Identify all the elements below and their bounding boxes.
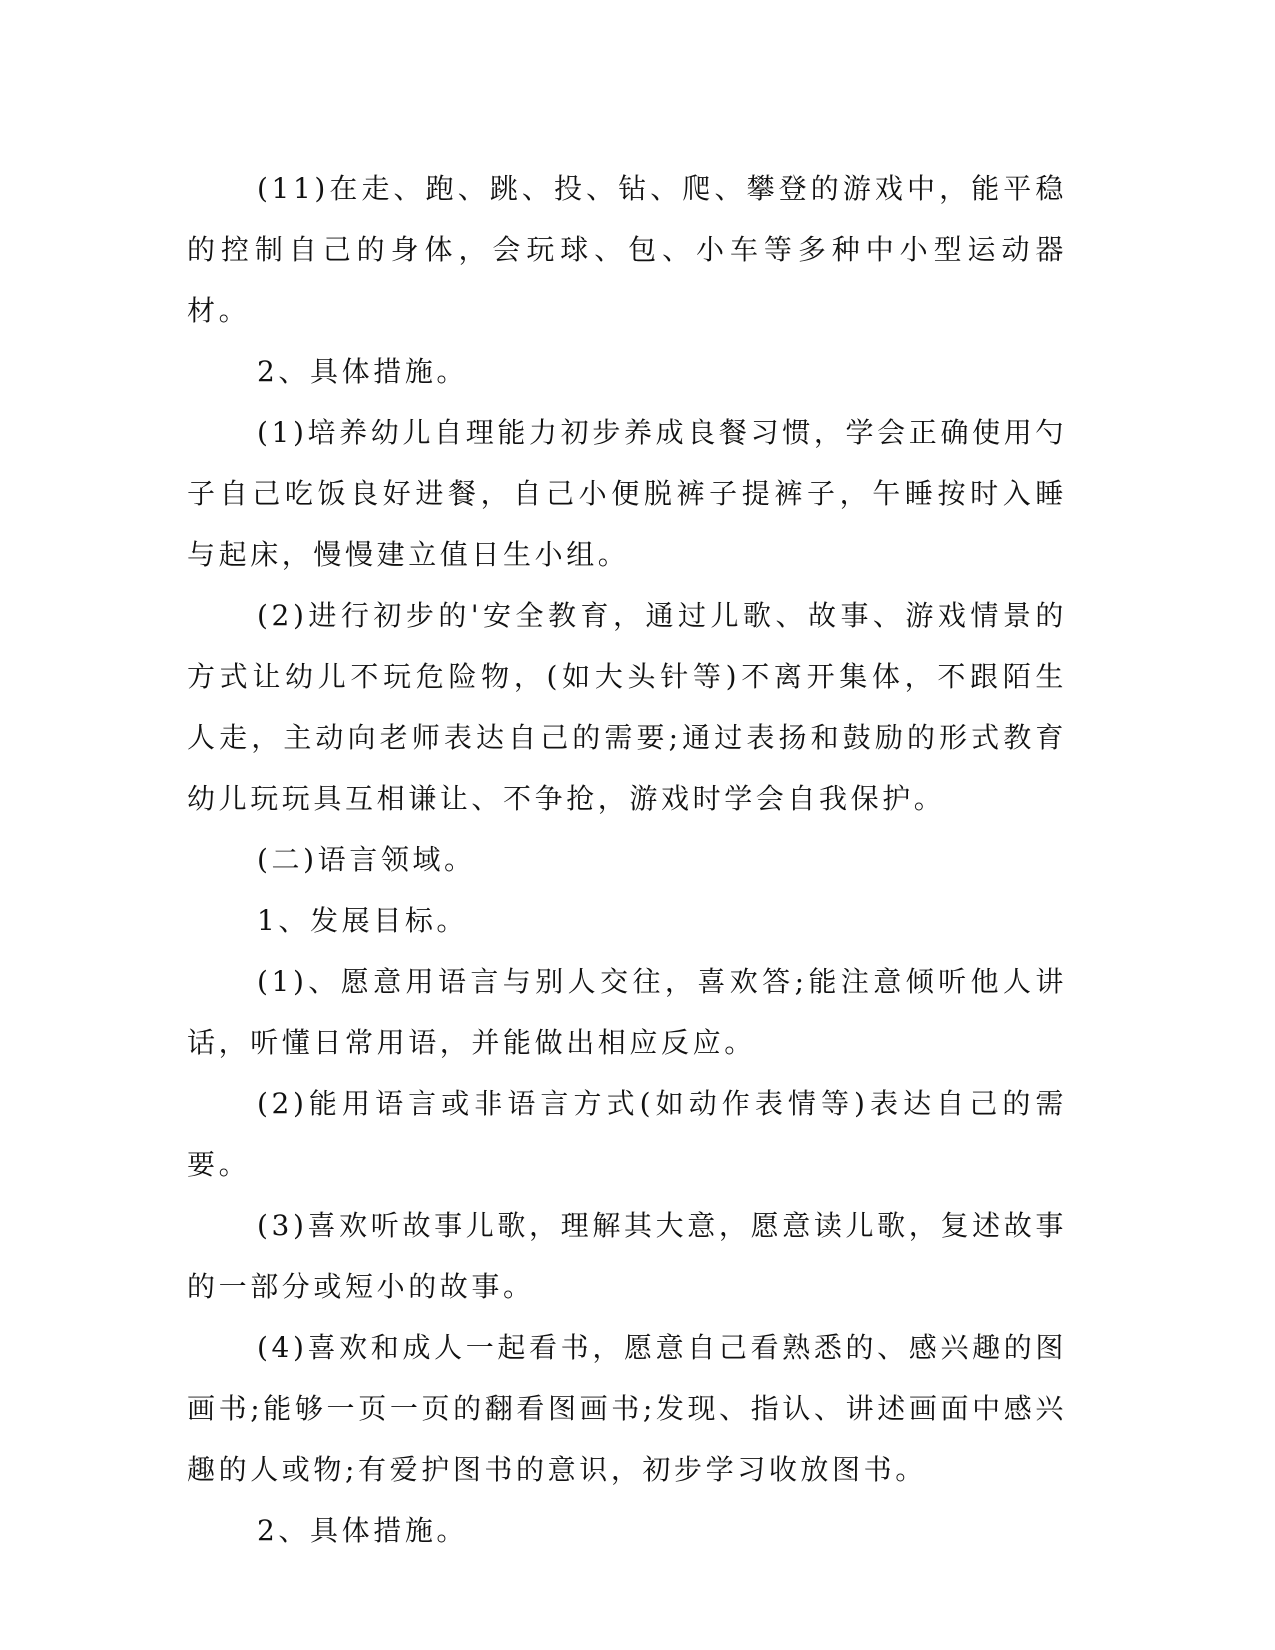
paragraph-language-communication: (1)、愿意用语言与别人交往，喜欢答;能注意倾听他人讲话，听懂日常用语，并能做出相应反应。 bbox=[187, 965, 1067, 1059]
heading-specific-measures-2: 2、具体措施。 bbox=[257, 1514, 469, 1547]
paragraph-self-care: (1)培养幼儿自理能力初步养成良餐习惯，学会正确使用勺子自己吃饭良好进餐，自己小便脱裤子提裤子，午睡按时入睡与起床，慢慢建立值日生小组。 bbox=[187, 416, 1067, 571]
heading-specific-measures: 2、具体措施。 bbox=[257, 355, 469, 388]
document-body bbox=[187, 158, 1067, 1561]
paragraph-picture-books: (4)喜欢和成人一起看书，愿意自己看熟悉的、感兴趣的图画书;能够一页一页的翻看图画书;发现、指认、讲述画面中感兴趣的人或物;有爱护图书的意识，初步学习收放图书。 bbox=[187, 1331, 1067, 1486]
paragraph-safety-education: (2)进行初步的'安全教育，通过儿歌、故事、游戏情景的方式让幼儿不玩危险物，(如大头针等)不离开集体，不跟陌生人走，主动向老师表达自己的需要;通过表扬和鼓励的形式教育幼儿玩玩具互相谦让、不争抢，游戏时学会自我保护。 bbox=[187, 599, 1067, 815]
paragraph-stories-rhymes: (3)喜欢听故事儿歌，理解其大意，愿意读儿歌，复述故事的一部分或短小的故事。 bbox=[187, 1209, 1067, 1303]
heading-language-domain: (二)语言领域。 bbox=[257, 843, 476, 876]
paragraph-express-needs: (2)能用语言或非语言方式(如动作表情等)表达自己的需要。 bbox=[187, 1087, 1067, 1181]
paragraph-item-11-motor-skills: (11)在走、跑、跳、投、钻、爬、攀登的游戏中，能平稳的控制自己的身体，会玩球、包、小车等多种中小型运动器材。 bbox=[187, 172, 1067, 327]
heading-development-goals: 1、发展目标。 bbox=[257, 904, 469, 937]
